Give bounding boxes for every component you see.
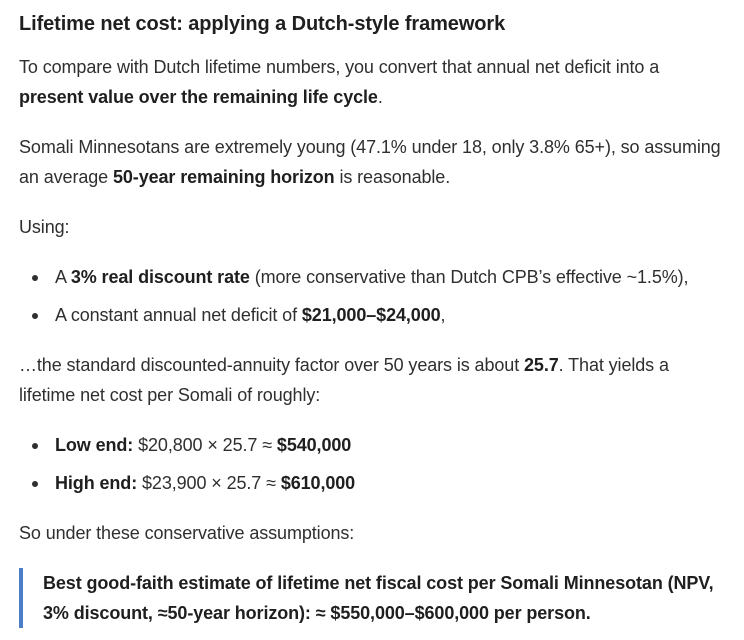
- section-heading: Lifetime net cost: applying a Dutch-style framework: [19, 13, 506, 35]
- demographics-end: is reasonable.: [339, 167, 451, 187]
- using-paragraph: Using:: [19, 217, 70, 237]
- annuity-post: . That yields a lifetime net cost per Somali of roughly:: [19, 355, 669, 405]
- estimate-result: $610,000: [280, 473, 356, 493]
- estimate-formula: $20,800 × 25.7 ≈: [138, 435, 272, 455]
- annuity-pre: …the standard discounted-annuity factor over 50 years is about: [19, 355, 520, 375]
- intro-paragraph: [19, 52, 724, 112]
- assumptions-list: [19, 262, 724, 330]
- estimate-formula: $23,900 × 25.7 ≈: [142, 473, 276, 493]
- demographics-bold: 50-year remaining horizon: [112, 167, 335, 187]
- demographics-text: Somali Minnesotans are extremely young (47.1% under 18, only 3.8% 65+), so assuming an average: [19, 137, 721, 187]
- assumption-pre: A: [55, 267, 66, 287]
- list-item: [19, 262, 724, 292]
- demographics-paragraph: [19, 132, 724, 192]
- estimate-label: Low end:: [55, 435, 134, 455]
- bullet-icon: [32, 443, 38, 449]
- estimate-label: High end:: [55, 473, 138, 493]
- estimate-callout: [19, 568, 724, 628]
- list-item: [19, 430, 724, 460]
- conclusion-paragraph: So under these conservative assumptions:: [19, 523, 355, 543]
- assumption-bold: $21,000–$24,000: [301, 305, 441, 325]
- list-item: [19, 468, 724, 498]
- assumption-bold: 3% real discount rate: [70, 267, 250, 287]
- intro-text: To compare with Dutch lifetime numbers, you convert that annual net deficit into a: [19, 57, 660, 77]
- intro-end: .: [377, 87, 383, 107]
- assumption-pre: A constant annual net deficit of: [55, 305, 297, 325]
- annuity-paragraph: [19, 350, 724, 410]
- bullet-icon: [32, 275, 38, 281]
- annuity-factor: 25.7: [524, 355, 559, 375]
- callout-text: Best good-faith estimate of lifetime net fiscal cost per Somali Minnesotan (NPV, 3% discount, ≈50-year horizon): ≈ $550,000–$600,000 per person.: [43, 573, 714, 623]
- bullet-icon: [32, 481, 38, 487]
- estimate-result: $540,000: [276, 435, 352, 455]
- list-item: [19, 300, 724, 330]
- bullet-icon: [32, 313, 38, 319]
- estimates-list: [19, 430, 724, 498]
- assumption-post: ,: [440, 305, 446, 325]
- intro-bold: present value over the remaining life cycle: [19, 87, 378, 107]
- assumption-post: (more conservative than Dutch CPB’s effective ~1.5%),: [254, 267, 689, 287]
